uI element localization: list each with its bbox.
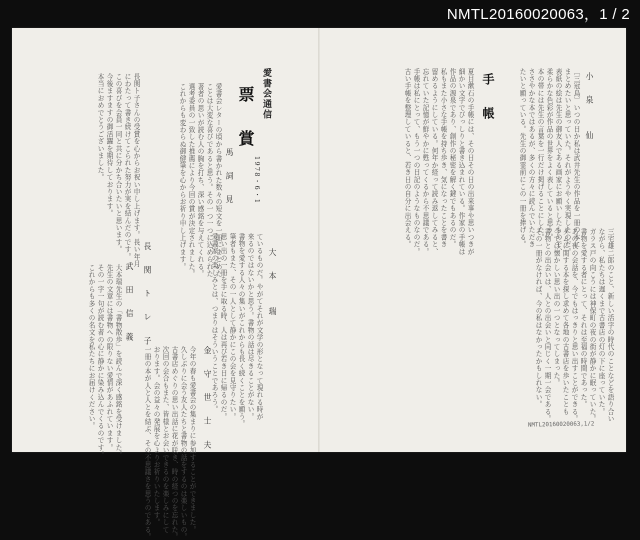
text-line: 先生の文章には書物への限りない愛情があふれています。	[105, 264, 113, 452]
text-line: 三宅雄二郎のこと、新しい活字の時代のことなどを語り合い	[606, 228, 614, 423]
prize-author: 馬 詞 見	[225, 148, 234, 207]
text-line: ているものだ。やがてそれが文学の形となって現れる時が	[255, 233, 263, 421]
text-line: 夏目漱石の手帳には、その日その日の出来事や思いつきが	[466, 68, 474, 256]
text-line: 書物を愛する者にとって、それは至福の時間であった。	[579, 228, 587, 408]
text-line: 次回の会合もまた、皆様とお会いできるのを楽しみにして	[161, 346, 169, 534]
text-line: 柔らかな色彩が作品の世界をよく表していると思う。	[545, 68, 553, 241]
fold-crease	[318, 28, 320, 452]
text-line: 長関ト子さんの受賞を心からお祝い申し上げます。長い年月	[132, 73, 140, 268]
document-sheet	[12, 28, 626, 540]
kosen-body	[518, 68, 580, 256]
text-line: 選考委員の一致した推薦により今回の賞が決定されました。	[187, 83, 195, 278]
text-line: 私もまた小さな手帳を持ち歩き、気になったことを書き	[439, 68, 447, 248]
text-line: 本当におめでとうございました。	[96, 73, 104, 181]
text-line: ささやかな本ではあるが、多くの方々に読んでいただき	[527, 68, 535, 248]
text-line: 来るのではないかと思う。書物の話は尽きることがない。	[246, 233, 254, 421]
text-line: 手帳は私にとって、もう一つの日記のようなものなのだ。	[412, 68, 420, 256]
text-line: 作品の源泉であり、創作の秘密を解く鍵でもあるのだ。	[448, 68, 456, 248]
prize-title: 票 賞	[236, 86, 255, 152]
text-line: 本の帯には先生の言葉を一行だけ掲げることにした。	[536, 68, 544, 241]
text-line: 久しぶりに会う友人たちと書物の話をするのは楽しいもの。	[179, 346, 187, 540]
seki-author: 長 関 ト レ 子	[143, 242, 152, 349]
text-line: おります。会の益々の発展を心よりお祈りいたします。	[152, 346, 160, 526]
text-line: たいと願っている。先生の御霊前にこの一冊を捧げる。	[518, 68, 526, 248]
text-line: 筆者もまた、その一人として静かにこの会を見守りたい。	[228, 233, 236, 421]
techo-title: 手 帳	[481, 73, 495, 124]
text-line: 今では懐かしい思い出の一つとなってしまった。	[552, 228, 560, 387]
takeda-body	[82, 264, 122, 459]
takeda-author: 武 田 信 義	[125, 262, 134, 345]
newsletter-date: 1978・6・1	[253, 156, 261, 205]
text-line: これからも変わらぬ御健筆を心からお祈り申し上げます。	[178, 83, 186, 271]
techo-body	[324, 68, 474, 256]
text-line: 今後ますますの御活躍を期待しております。	[105, 73, 113, 217]
text-line: 大本瑞先生の「書物散歩」を読んで深く感銘を受けました。	[114, 264, 122, 459]
kanai-body	[126, 346, 196, 540]
text-line: 書物との出会いは、人との出会いと同じく一期一会である。	[543, 228, 551, 423]
text-line: 古書店めぐりの思い出話に花が咲き、時の経つのを忘れた。	[170, 346, 178, 540]
right-lower-body	[324, 228, 614, 423]
text-line: あの夜の会話を、今でもはっきりと思い出すことができる。	[570, 228, 578, 423]
text-line: 忘れていた記憶が鮮やかに甦ってくるから不思議である。	[421, 68, 429, 256]
text-line: にわたって書き続けてこられた努力が実を結んだのです。	[123, 73, 131, 261]
ohmoto-body	[207, 233, 263, 428]
text-line: 表紙の絵は先生の御友人である画家にお願いしたもので、	[554, 68, 562, 256]
text-line: ガラス戸の向こうには神保町の夜の街が静かに眠っていた。	[588, 228, 596, 423]
text-line: まとめたいと思っていた。それがようやく実現したのだ。	[563, 68, 571, 256]
text-line: ことは大変な喜びであると思う。その一つ一つに込められた	[205, 83, 213, 278]
kanai-author: 金 守 世 士 夫	[203, 346, 212, 453]
text-line: 細かい文字でびっしりと書き込まれている。作家の手帳は	[457, 68, 465, 256]
newsletter-header: 愛書会通信	[261, 68, 271, 120]
text-line: 一冊の本が人と人とを結ぶ、その不思議さを思うのである。	[143, 346, 151, 540]
kosen-author: 小 泉 仙	[585, 72, 594, 143]
text-line: 〔三冠鳥〕いつの日か私は武井先生の作品を一冊の本に	[572, 68, 580, 248]
ohmoto-author: 大 本 瑞	[268, 248, 277, 319]
text-line: ながら、私たちは遅くまで古書店の灯の下に座っていた。	[597, 228, 605, 416]
text-line: ダムに関する本を探し求めて各地の古書店を歩いたことも	[561, 228, 569, 416]
text-line: その一冊がなければ、今の私はなかったかもしれない。	[534, 228, 542, 408]
text-line: その一字一句が読む者の心に静かに染み込んでくるのです。	[96, 264, 104, 459]
text-line: 留めるようにしている。何年か経って読み返してみると、	[430, 68, 438, 256]
text-line: 書物を愛する人々の集いがこれからも長く続くことを願う。	[237, 233, 245, 428]
accession-number: NMTL20160020063,1/2	[527, 421, 595, 429]
text-line: これからも多くの名文を私たちにお届けください。	[87, 264, 95, 430]
text-line: 愛書家の楽しみとは、つまりはそういうことであろう。	[210, 233, 218, 413]
text-line: 著者の思いが読む人の胸を打ち、深い感銘を与えてくれる。	[196, 83, 204, 278]
prize-body	[152, 83, 222, 278]
image-id-label: NMTL20160020063，1 / 2	[446, 6, 630, 23]
text-line: 思い出の一冊を手に取る時、人は再び若き日に帰るのだ。	[219, 233, 227, 421]
text-line: 古い手帳を整理していると、若き日の自分に出会える。	[403, 68, 411, 248]
text-line: 今年の春も愛書会の集まりに参加することができました。	[188, 346, 196, 534]
text-line: この喜びを会員一同と共に分かち合いたいと思います。	[114, 73, 122, 253]
seki-body	[40, 73, 140, 268]
text-line: 愛書会レターの頃から書かれた数々の短文を一冊にまとめた	[214, 83, 222, 278]
